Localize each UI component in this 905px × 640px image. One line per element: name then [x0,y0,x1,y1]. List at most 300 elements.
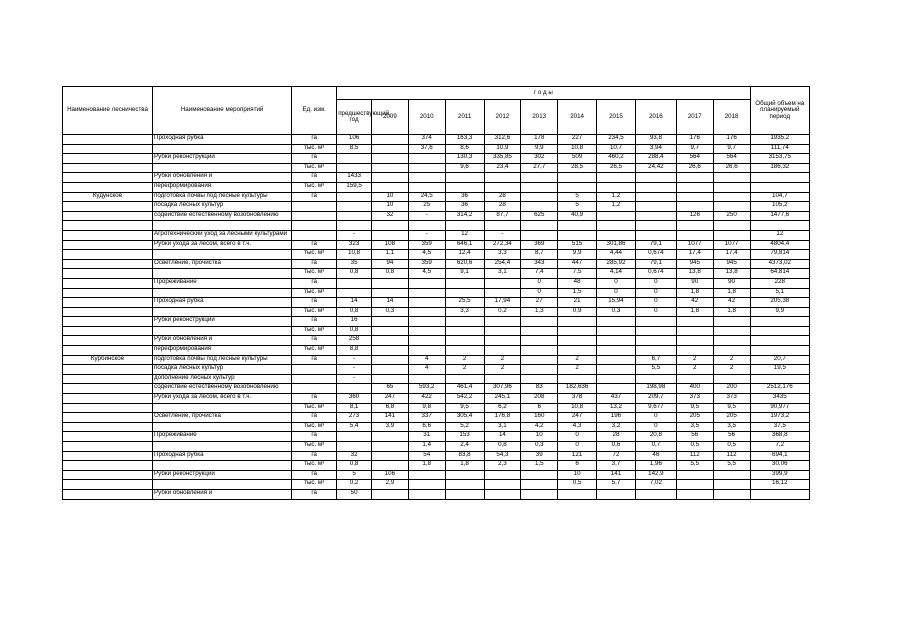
value-cell [713,336,750,346]
table-row [63,394,810,404]
value-cell: 2 [676,365,713,375]
value-cell: 4,5 [408,269,445,279]
value-cell: 0 [597,288,636,298]
total-cell: 7,2 [750,442,809,452]
value-cell: 5,4 [337,422,372,432]
value-cell [713,489,750,499]
value-cell: 9,9 [558,250,597,260]
value-cell [484,182,521,192]
value-cell: 945 [676,259,713,269]
value-cell: 23,4 [484,163,521,173]
forestry-cell [63,278,153,288]
value-cell: 247 [371,394,408,404]
forestry-cell [63,432,153,442]
total-cell: 37,5 [750,422,809,432]
value-cell: 65 [371,384,408,394]
value-cell: 234,5 [597,135,636,145]
value-cell: 2,4 [445,442,484,452]
activity-cell: посадка лесных культур [153,365,292,375]
value-cell: 10 [558,470,597,480]
value-cell: 1,3 [521,307,558,317]
value-cell: 247 [558,413,597,423]
value-cell: 0,5 [558,480,597,490]
value-cell [445,278,484,288]
value-cell [713,346,750,356]
value-cell [713,173,750,183]
value-cell: 7,4 [521,269,558,279]
value-cell: 374 [408,135,445,145]
forestry-cell [63,489,153,499]
value-cell [408,489,445,499]
table-row [63,470,810,480]
value-cell [676,317,713,327]
value-cell: 1,8 [676,288,713,298]
value-cell: 0 [558,442,597,452]
total-cell: 4804,4 [750,240,809,250]
total-cell: 5,1 [750,288,809,298]
activity-cell: Рубки обновления и [153,489,292,499]
value-cell [521,336,558,346]
value-cell: 208 [521,394,558,404]
value-cell: 4 [408,355,445,365]
value-cell: 2 [484,355,521,365]
value-cell: 9,7 [713,144,750,154]
table-row [63,230,810,240]
value-cell: 8,1 [337,403,372,413]
value-cell: 1,8 [676,307,713,317]
value-cell: 250 [713,211,750,221]
forestry-cell [63,182,153,192]
value-cell [371,489,408,499]
forestry-cell [63,135,153,145]
value-cell [337,211,372,221]
header-year: 2010 [408,100,445,135]
value-cell: 1,4 [408,442,445,452]
value-cell [713,192,750,202]
value-cell: 3,5 [713,422,750,432]
unit-cell: га [292,298,337,308]
value-cell [635,221,676,231]
value-cell: 24,42 [635,163,676,173]
value-cell: 42 [713,298,750,308]
value-cell: 21 [558,298,597,308]
value-cell: 0 [558,432,597,442]
value-cell: 48 [558,278,597,288]
value-cell [371,154,408,164]
value-cell: 94 [371,259,408,269]
activity-cell [153,269,292,279]
value-cell: 205 [713,413,750,423]
activity-cell: посадка лесных культур [153,202,292,212]
value-cell: 0 [521,288,558,298]
header-activity: Наименование мероприятий [153,87,292,135]
value-cell [713,317,750,327]
value-cell: 625 [521,211,558,221]
value-cell: 2,9 [371,480,408,490]
value-cell: 2 [558,365,597,375]
value-cell: 1,8 [713,288,750,298]
table-row [63,317,810,327]
forestry-cell [63,250,153,260]
total-cell: 90,977 [750,403,809,413]
unit-cell: га [292,432,337,442]
total-cell: 186,32 [750,163,809,173]
value-cell: 461,4 [445,384,484,394]
unit-cell: тыс. м³ [292,346,337,356]
value-cell: 160 [521,413,558,423]
value-cell: 17,94 [484,298,521,308]
value-cell: 0 [597,278,636,288]
value-cell: 3,1 [484,422,521,432]
table-row [63,211,810,221]
value-cell: 0,8 [337,307,372,317]
value-cell [521,192,558,202]
unit-cell: тыс. м³ [292,163,337,173]
total-cell: 1477,6 [750,211,809,221]
value-cell [713,470,750,480]
value-cell: 6,7 [635,355,676,365]
value-cell [713,182,750,192]
unit-cell: тыс. м³ [292,461,337,471]
unit-cell: га [292,451,337,461]
value-cell [676,480,713,490]
value-cell: 0 [521,278,558,288]
value-cell [635,211,676,221]
value-cell [408,182,445,192]
value-cell [408,173,445,183]
header-prev-year: предшествующий год [337,100,372,135]
value-cell [676,336,713,346]
value-cell: 5,5 [635,365,676,375]
unit-cell [292,221,337,231]
value-cell: 272,34 [484,240,521,250]
value-cell: 9,5 [713,403,750,413]
value-cell: 4,44 [597,250,636,260]
value-cell [408,480,445,490]
value-cell: 14 [371,298,408,308]
value-cell: 90 [676,278,713,288]
value-cell: 307,96 [484,384,521,394]
total-cell: 111,74 [750,144,809,154]
value-cell: 422 [408,394,445,404]
value-cell: 83,8 [445,451,484,461]
value-cell: 28,5 [558,163,597,173]
value-cell [337,221,372,231]
value-cell: 10,8 [337,250,372,260]
value-cell: 245,1 [484,394,521,404]
value-cell: 335,85 [484,154,521,164]
value-cell: 153 [445,432,484,442]
total-cell: 205,38 [750,298,809,308]
value-cell [484,470,521,480]
value-cell: 27 [521,298,558,308]
value-cell [597,211,636,221]
value-cell: 0 [635,278,676,288]
total-cell: 1973,2 [750,413,809,423]
value-cell [521,182,558,192]
value-cell: 0,2 [484,307,521,317]
value-cell: 3,5 [676,422,713,432]
value-cell: 515 [558,240,597,250]
unit-cell: га [292,470,337,480]
value-cell: 3,94 [635,144,676,154]
value-cell: 0,5 [676,442,713,452]
value-cell: 564 [713,154,750,164]
activity-cell: подготовка почвы под лесные культуры [153,355,292,365]
value-cell [408,154,445,164]
value-cell: - [408,211,445,221]
value-cell [713,326,750,336]
total-cell: 2512,176 [750,384,809,394]
value-cell: 31 [408,432,445,442]
value-cell: 12,4 [445,250,484,260]
value-cell [713,202,750,212]
value-cell [558,182,597,192]
forestry-cell [63,346,153,356]
value-cell: 7,5 [558,269,597,279]
value-cell [635,202,676,212]
value-cell: 126 [676,211,713,221]
value-cell: 0 [635,422,676,432]
value-cell [484,326,521,336]
value-cell [371,355,408,365]
value-cell [713,480,750,490]
value-cell [676,202,713,212]
value-cell [408,278,445,288]
value-cell: 46 [635,451,676,461]
forestry-cell [63,403,153,413]
value-cell: 112 [676,451,713,461]
table-row [63,298,810,308]
value-cell [371,346,408,356]
value-cell [337,154,372,164]
value-cell: 4,5 [408,250,445,260]
value-cell [635,346,676,356]
activity-cell: Рубки ухода за лесом, всего в т.ч. [153,394,292,404]
value-cell: 447 [558,259,597,269]
value-cell [371,326,408,336]
value-cell [558,336,597,346]
unit-cell: га [292,278,337,288]
value-cell: 2 [484,365,521,375]
forestry-cell [63,144,153,154]
value-cell: 17,4 [713,250,750,260]
value-cell: 1,8 [445,461,484,471]
value-cell [713,221,750,231]
value-cell [635,326,676,336]
value-cell: 343 [521,259,558,269]
table-row [63,135,810,145]
activity-cell: Прореживание [153,278,292,288]
unit-cell: га [292,192,337,202]
header-year: 2012 [484,100,521,135]
value-cell: 28 [597,432,636,442]
value-cell: 646,1 [445,240,484,250]
value-cell: 32 [337,451,372,461]
total-cell: 30,06 [750,461,809,471]
unit-cell [292,202,337,212]
value-cell: 8,6 [445,144,484,154]
value-cell: 28 [484,202,521,212]
value-cell: 5 [558,192,597,202]
value-cell [558,317,597,327]
forestry-cell [63,461,153,471]
value-cell: 3,7 [597,461,636,471]
value-cell: 373 [676,394,713,404]
value-cell: 5 [558,202,597,212]
value-cell: 26,6 [713,163,750,173]
value-cell: 56 [676,432,713,442]
value-cell [713,230,750,240]
value-cell [558,173,597,183]
value-cell: 9,8 [408,403,445,413]
value-cell: 0,3 [521,442,558,452]
value-cell: 8,7 [521,250,558,260]
value-cell [521,317,558,327]
activity-cell: подготовка почвы под лесные культуры [153,192,292,202]
header-year: 2014 [558,100,597,135]
activity-cell: Прореживание [153,432,292,442]
table-row [63,365,810,375]
value-cell [445,480,484,490]
value-cell [337,278,372,288]
value-cell: 20,8 [635,432,676,442]
value-cell: 945 [713,259,750,269]
forestry-cell [63,211,153,221]
value-cell: 369 [521,240,558,250]
value-cell: 24,5 [408,192,445,202]
header-unit: Ед. изм. [292,87,337,135]
value-cell [635,192,676,202]
value-cell: 36 [445,192,484,202]
value-cell: 258 [337,336,372,346]
table-row [63,269,810,279]
activity-cell: Проходная рубка [153,451,292,461]
activity-cell [153,221,292,231]
value-cell: - [337,365,372,375]
value-cell: 141 [371,413,408,423]
value-cell: 10 [521,432,558,442]
value-cell [371,144,408,154]
forestry-cell [63,163,153,173]
value-cell: 12 [445,230,484,240]
value-cell [337,202,372,212]
value-cell: 8,5 [337,144,372,154]
value-cell: 9,677 [635,403,676,413]
forestry-cell [63,451,153,461]
forestry-cell [63,202,153,212]
value-cell [484,173,521,183]
value-cell: 141 [597,470,636,480]
value-cell: 72 [597,451,636,461]
unit-cell: тыс. м³ [292,326,337,336]
value-cell [484,278,521,288]
total-cell: 64,814 [750,269,809,279]
forestry-cell [63,442,153,452]
value-cell [521,221,558,231]
value-cell [676,346,713,356]
forestry-cell [63,173,153,183]
value-cell: 437 [597,394,636,404]
value-cell [371,163,408,173]
value-cell [597,489,636,499]
value-cell: 0,8 [371,269,408,279]
value-cell: 198,98 [635,384,676,394]
value-cell: 14 [337,298,372,308]
forestry-cell [63,298,153,308]
value-cell: 209,7 [635,394,676,404]
value-cell: 2 [713,355,750,365]
value-cell: 13,8 [676,269,713,279]
forestry-cell: Курбинское [63,355,153,365]
value-cell: 205 [676,413,713,423]
total-cell [750,317,809,327]
unit-cell: тыс. м³ [292,307,337,317]
value-cell: 3,2 [597,422,636,432]
value-cell [676,221,713,231]
header-years-group: г о д ы [337,87,750,100]
value-cell [597,374,636,384]
value-cell: 288,4 [635,154,676,164]
value-cell: 5 [337,470,372,480]
value-cell [408,288,445,298]
value-cell: 0,674 [635,269,676,279]
value-cell: 5,7 [597,480,636,490]
header-year: 2018 [713,100,750,135]
value-cell [558,489,597,499]
value-cell: 10 [371,192,408,202]
value-cell [635,336,676,346]
value-cell [521,230,558,240]
value-cell [371,336,408,346]
value-cell [371,221,408,231]
forestry-cell [63,470,153,480]
unit-cell: тыс. м³ [292,144,337,154]
value-cell: 0,8 [337,326,372,336]
header-year: 2011 [445,100,484,135]
value-cell [408,317,445,327]
value-cell [445,317,484,327]
value-cell: 26,5 [597,163,636,173]
forestry-cell [63,365,153,375]
value-cell: 305,4 [445,413,484,423]
table-row [63,154,810,164]
value-cell: 200 [713,384,750,394]
total-cell: 3153,75 [750,154,809,164]
unit-cell: га [292,317,337,327]
value-cell: 1,5 [521,461,558,471]
value-cell: 90 [713,278,750,288]
value-cell [521,470,558,480]
value-cell: 1077 [676,240,713,250]
value-cell: 373 [713,394,750,404]
table-row [63,461,810,471]
value-cell [521,480,558,490]
activity-cell: содействие естественному возобновлению [153,384,292,394]
value-cell: 254,4 [484,259,521,269]
value-cell [597,317,636,327]
value-cell: 163,3 [445,135,484,145]
value-cell: 6,6 [408,422,445,432]
activity-cell: Осветление, прочистка [153,259,292,269]
header-row-years [63,87,810,100]
value-cell [445,182,484,192]
unit-cell: га [292,489,337,499]
activity-cell: Рубки реконструкции [153,470,292,480]
header-year: 2009 [371,100,408,135]
unit-cell: тыс. м³ [292,269,337,279]
value-cell [408,221,445,231]
